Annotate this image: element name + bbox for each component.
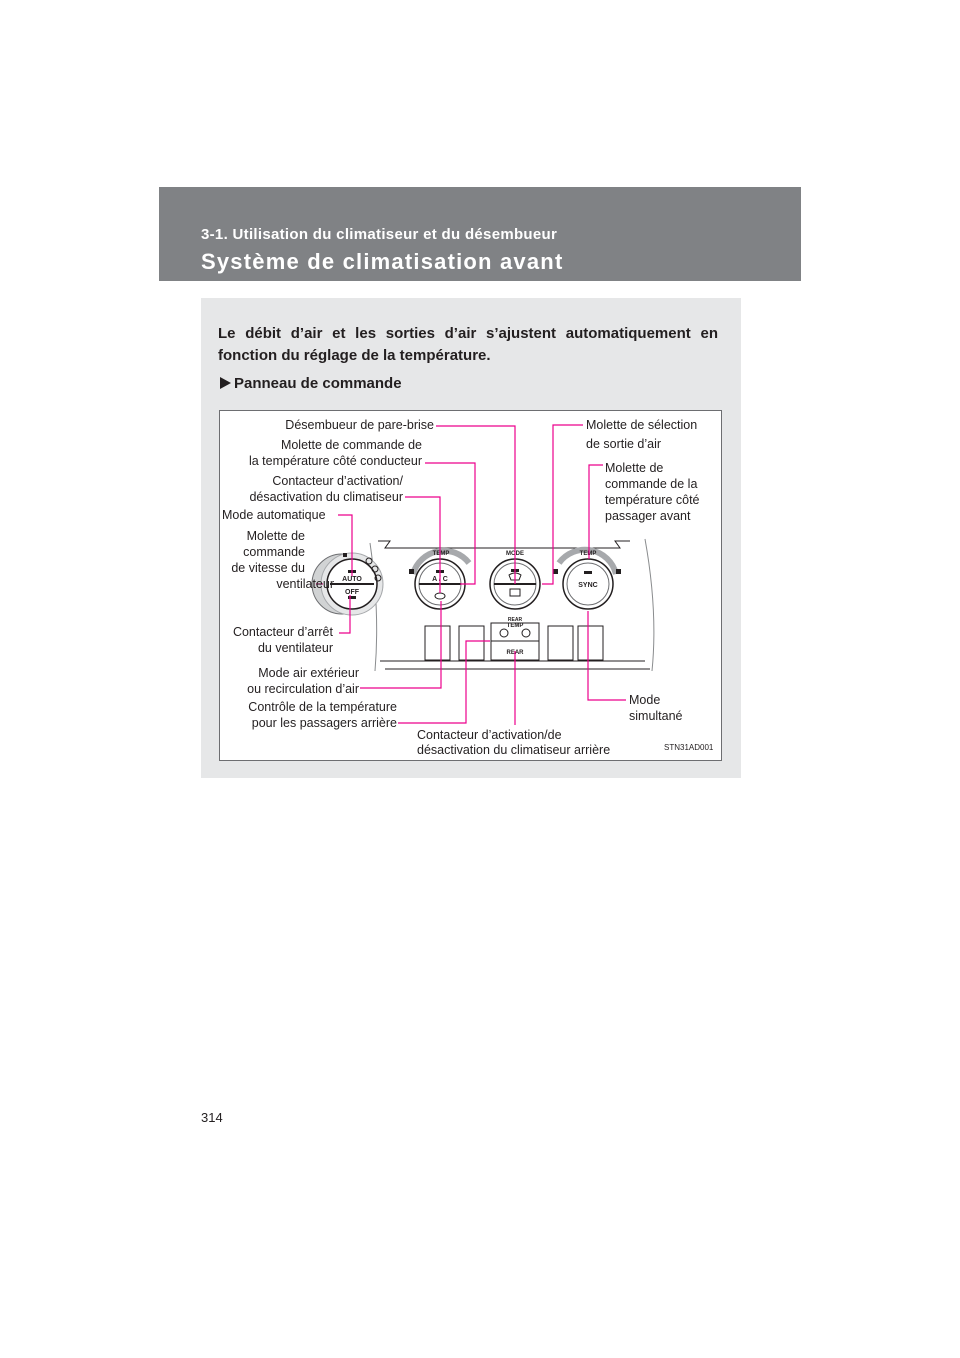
- label-fan-off-2: du ventilateur: [257, 641, 333, 655]
- rear-small-label: REAR: [507, 617, 523, 623]
- label-windshield-defogger: Désembueur de pare-brise: [285, 418, 434, 432]
- label-sync-2: simultané: [629, 709, 683, 723]
- label-rear-ac-1: Contacteur d’activation/de: [417, 728, 562, 742]
- page-title: Système de climatisation avant: [201, 249, 564, 274]
- label-ac-switch-2: désactivation du climatiseur: [249, 490, 403, 504]
- label-driver-temp-2: la température côté conducteur: [248, 454, 422, 468]
- label-recirc-2: ou recirculation d’air: [247, 682, 359, 696]
- label-ac-switch-1: Contacteur d’activation/: [272, 474, 403, 488]
- rear-label: REAR: [506, 650, 524, 656]
- label-driver-temp-1: Molette de commande de: [280, 438, 422, 452]
- label-passenger-temp-4: passager avant: [605, 509, 691, 523]
- label-recirc-1: Mode air extérieur: [258, 666, 359, 680]
- label-fan-off-1: Contacteur d’arrêt: [232, 625, 333, 639]
- label-fan-speed-1: Molette de: [246, 529, 305, 543]
- label-fan-speed-2: commande: [243, 545, 305, 559]
- triangle-bullet-icon: [220, 377, 231, 389]
- label-rear-temp-2: pour les passagers arrière: [251, 716, 397, 730]
- subheading-text: Panneau de commande: [234, 375, 402, 392]
- label-passenger-temp-1: Molette de: [605, 461, 664, 475]
- off-label: OFF: [345, 589, 359, 596]
- temp-right-label: TEMP: [579, 551, 597, 557]
- driver-temp-dial: [409, 551, 469, 609]
- intro-line-1: Le débit d’air et les sorties d’air s’ajustent automatiquement en: [218, 325, 718, 342]
- sync-label: SYNC: [578, 582, 598, 589]
- label-auto-mode: Mode automatique: [222, 508, 326, 522]
- label-sync-1: Mode: [629, 693, 661, 707]
- subheading: [220, 375, 402, 392]
- section-label: 3-1. Utilisation du climatiseur et du désembueur: [201, 226, 558, 243]
- auto-label: AUTO: [342, 576, 362, 583]
- label-mode-select-2: de sortie d’air: [586, 437, 662, 451]
- label-passenger-temp-3: température côté: [605, 493, 700, 507]
- temp-left-label: TEMP: [432, 551, 450, 557]
- label-fan-speed-4: ventilateur: [276, 577, 334, 591]
- label-rear-temp-1: Contrôle de la température: [248, 700, 397, 714]
- rear-temp-label: TEMP: [506, 623, 524, 629]
- page-number: 314: [201, 1110, 223, 1125]
- intro-line-2: fonction du réglage de la température.: [218, 347, 491, 364]
- mode-label: MODE: [506, 551, 524, 557]
- label-rear-ac-2: désactivation du climatiseur arrière: [417, 743, 611, 757]
- label-passenger-temp-2: commande de la: [605, 477, 698, 491]
- label-mode-select-1: Molette de sélection: [586, 418, 698, 432]
- label-fan-speed-3: de vitesse du: [231, 561, 305, 575]
- figure-code: STN31AD001: [664, 743, 714, 752]
- passenger-temp-dial: [553, 550, 621, 609]
- ac-label: A / C: [432, 576, 448, 583]
